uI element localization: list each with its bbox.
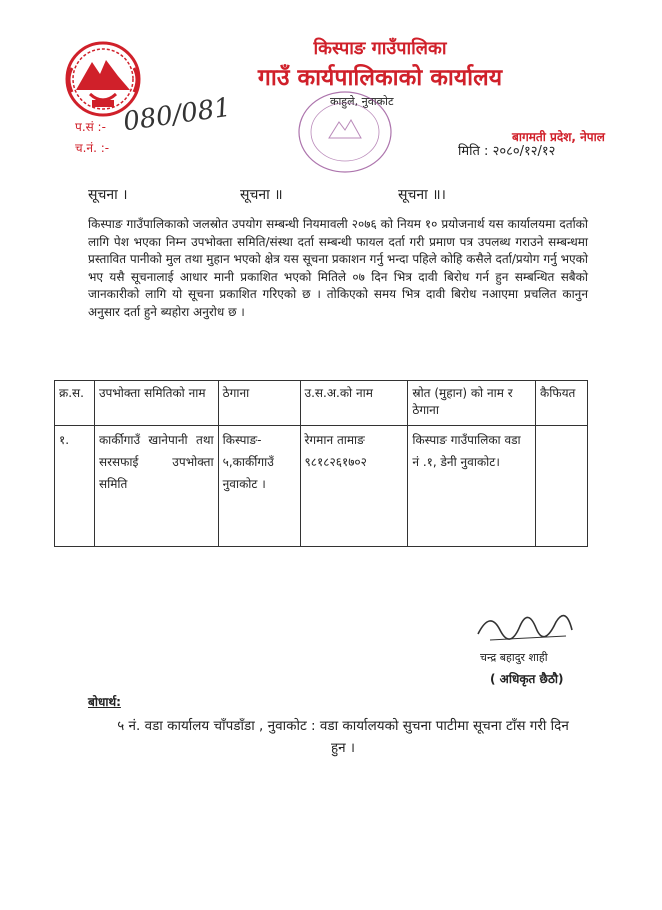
col-header-chair: उ.स.अ.को नाम	[300, 381, 408, 426]
handwritten-ref-number: 080/081	[121, 92, 233, 138]
cell-address: किस्पाङ- ५,कार्कीगाउँ नुवाकोट ।	[218, 426, 300, 547]
committee-table	[54, 380, 588, 547]
cell-committee: कार्कीगाउँ खानेपानी तथा सरसफाई उपभोक्ता समिति	[94, 426, 218, 547]
col-header-address: ठेगाना	[218, 381, 300, 426]
office-address: काहुले, नुवाकोट	[330, 95, 394, 108]
col-header-committee: उपभोक्ता समितिको नाम	[94, 381, 218, 426]
office-stamp	[295, 88, 395, 176]
cc-label: बोधार्थ:	[88, 695, 121, 709]
handwritten-signature	[470, 600, 580, 648]
cc-recipient: ५ नं. वडा कार्यालय चाँपडाँडा , नुवाकोट : वडा कार्यालयको सुचना पाटीमा सूचना टाँस गरी दिन हुन ।	[117, 718, 569, 756]
table-row	[55, 426, 588, 547]
cell-source: किस्पाङ गाउँपालिका वडा नं .१, डेनी नुवाकोट।	[408, 426, 536, 547]
table-header-row	[55, 381, 588, 426]
ref-number-label: प.सं :-	[75, 120, 106, 134]
col-header-source: स्रोत (मुहान) को नाम र ठेगाना	[408, 381, 536, 426]
notice-heading-3: सूचना ॥।	[398, 187, 446, 203]
signatory-name: चन्द्र बहादुर शाही	[480, 651, 548, 664]
office-title: गाउँ कार्यपालिकाको कार्यालय	[257, 65, 503, 91]
cell-sn: १.	[55, 426, 95, 547]
dispatch-number-label: च.नं. :-	[75, 141, 110, 155]
notice-body: किस्पाङ गाउँपालिकाको जलस्रोत उपयोग सम्बन्धी नियमावली २०७६ को नियम १० प्रयोजनार्थ यस कार्यालयमा दर्ताको लागि पेश भएका निम्न उपभोक्ता समिति/संस्था दर्ता सम्बन्धी फायल दर्ता गरी प्रमाण पत्र उपलब्ध गराउने सम्बन्धमा प्रस्तावित पानीको मुल तथा मुहान भएको क्षेत्र यस सूचना प्रकाशन गर्नु भन्दा पहिले कोहि कसैले दर्ता/प्रयोग गर्नु भएको भए यसै सूचनालाई आधार मानी प्रकाशित भएको मितिले ०७ दिन भित्र दावी बिरोध गर्न हुन सम्बन्धित सबैको जानकारीको लागि यो सूचना प्रकाशित गरिएको छ । तोकिएको समय भित्र दावी बिरोध नआएमा प्रचलित कानुन अनुसार दर्ता हुने ब्यहोरा अनुरोध छ ।	[88, 217, 588, 319]
col-header-sn: क्र.स.	[55, 381, 95, 426]
cell-chair: रेगमान तामाङ ९८१८२६१७०२	[300, 426, 408, 547]
signatory-title: ( अधिकृत छैठौ)	[490, 672, 564, 686]
col-header-remarks: कैफियत	[536, 381, 588, 426]
notice-heading-1: सूचना ।	[88, 187, 128, 203]
municipality-name: किस्पाङ गाउँपालिका	[313, 38, 447, 59]
province-name: बागमती प्रदेश, नेपाल	[512, 130, 605, 144]
notice-heading-2: सूचना ॥	[240, 187, 283, 203]
document-date: मिति : २०८०/१२/१२	[458, 144, 556, 159]
cell-remarks	[536, 426, 588, 547]
